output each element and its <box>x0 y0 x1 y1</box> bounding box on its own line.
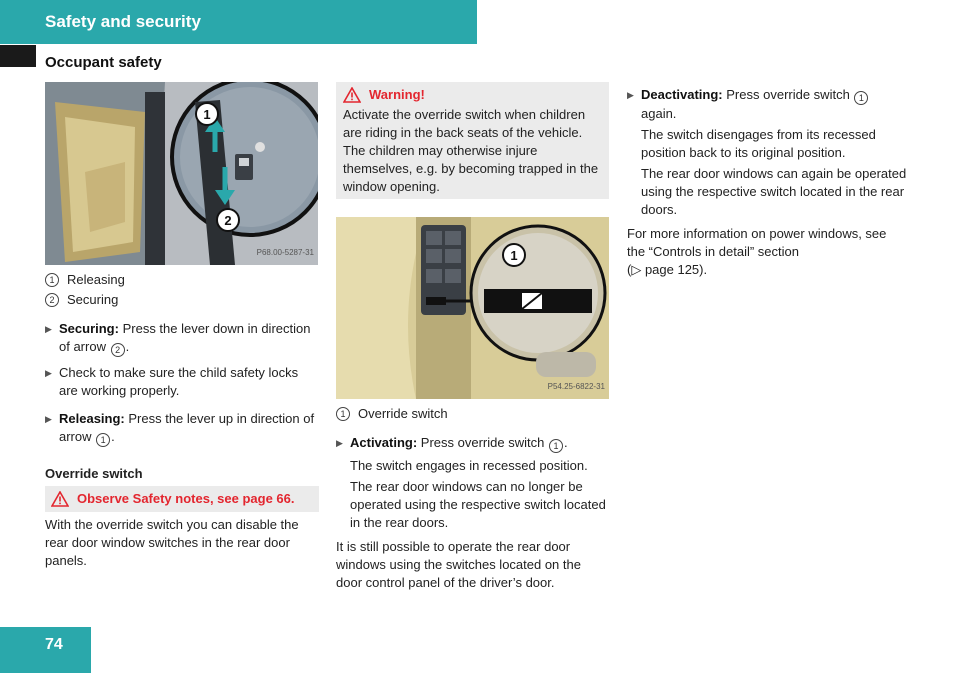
legend-item <box>45 290 319 310</box>
column-left <box>45 82 319 570</box>
legend-list <box>336 404 609 424</box>
override-intro: With the override switch you can disable the rear door window switches in the rear door panels. <box>45 517 299 568</box>
bullet-arrow-icon: ▶ <box>45 368 52 378</box>
bullet-arrow-icon: ▶ <box>45 414 52 424</box>
step-text: Press the lever down in direction of arrow <box>59 321 311 354</box>
page-number: 74 <box>45 636 63 653</box>
more-info-body: For more information on power windows, see the “Controls in detail” section <box>627 226 887 259</box>
step-label: Deactivating: <box>641 87 723 102</box>
callout-number: 1 <box>96 433 110 447</box>
warning-title: Warning! <box>369 87 425 102</box>
callout-1: 1 <box>203 107 211 122</box>
legend-label: Securing <box>67 292 119 307</box>
safety-note-box <box>45 486 319 512</box>
callout-number: 1 <box>549 439 563 453</box>
callout-number: 2 <box>45 293 59 307</box>
override-switch-illustration <box>336 217 609 399</box>
more-info-text <box>627 225 907 279</box>
step-label: Releasing: <box>59 411 125 426</box>
callout-number: 1 <box>854 91 868 105</box>
step-deactivating <box>627 86 907 123</box>
column-right <box>627 82 907 279</box>
bullet-arrow-icon: ▶ <box>45 324 52 334</box>
callout-number: 1 <box>45 273 59 287</box>
legend-label: Override switch <box>358 406 448 421</box>
page-reference-link[interactable]: (▷ page 125). <box>627 262 708 277</box>
deactivating-effect: The rear door windows can again be operated using the respective switch located in the rear doors. <box>641 166 907 217</box>
chapter-title: Safety and security <box>45 12 201 31</box>
callout-1: 1 <box>510 248 518 263</box>
step-text: Press the lever up in direction of arrow <box>59 411 315 444</box>
step-label: Activating: <box>350 435 418 450</box>
warning-text: Activate the override switch when children are riding in the back seats of the vehicle. The children may otherwise injure themselves, e.g. by becoming trapped in the window opening. <box>343 107 599 194</box>
subheading: Override switch <box>45 466 143 481</box>
step-releasing: ▶ Releasing: Press the lever up in direction of arrow 1 . <box>45 411 315 445</box>
activating-result: The switch engages in recessed position. <box>350 458 588 473</box>
warning-box <box>336 82 609 199</box>
warning-triangle-icon <box>343 87 361 103</box>
legend-list <box>45 270 319 310</box>
step-securing: ▶ Securing: Press the lever down in direction of arrow 2 . <box>45 321 311 355</box>
callout-number: 1 <box>336 407 350 421</box>
step-text: again. <box>641 106 677 121</box>
bullet-arrow-icon: ▶ <box>336 438 343 448</box>
bullet-arrow-icon: ▶ <box>627 90 634 100</box>
step-text: Press override switch <box>726 87 850 102</box>
step-label: Securing: <box>59 321 119 336</box>
activating-effect: The rear door windows can no longer be operated using the respective switch located in the rear doors. <box>350 479 606 530</box>
legend-item <box>45 270 319 290</box>
warning-triangle-icon <box>51 491 69 507</box>
child-lock-figure <box>45 82 318 265</box>
step-text: Check to make sure the child safety locks are working properly. <box>59 365 299 398</box>
legend-label: Releasing <box>67 272 125 287</box>
section-marker <box>0 45 36 67</box>
override-switch-figure <box>336 217 609 399</box>
still-possible-text: It is still possible to operate the rear door windows using the switches located on the door control panel of the driver’s door. <box>336 539 581 590</box>
legend-item <box>336 404 609 424</box>
safety-note-link[interactable]: Observe Safety notes, see page 66. <box>77 491 295 506</box>
callout-2: 2 <box>224 213 232 228</box>
child-lock-illustration <box>45 82 318 265</box>
figure-code: P54.25-6822-31 <box>547 382 605 391</box>
deactivating-result: The switch disengages from its recessed position back to its original position. <box>641 127 876 160</box>
section-title: Occupant safety <box>45 54 162 71</box>
column-middle <box>336 82 609 592</box>
callout-number: 2 <box>111 343 125 357</box>
step-check <box>45 364 319 400</box>
step-text: Press override switch <box>420 435 545 450</box>
step-activating: ▶ Activating: Press override switch 1 . <box>336 435 568 451</box>
figure-code: P68.00-5287-31 <box>256 248 314 257</box>
